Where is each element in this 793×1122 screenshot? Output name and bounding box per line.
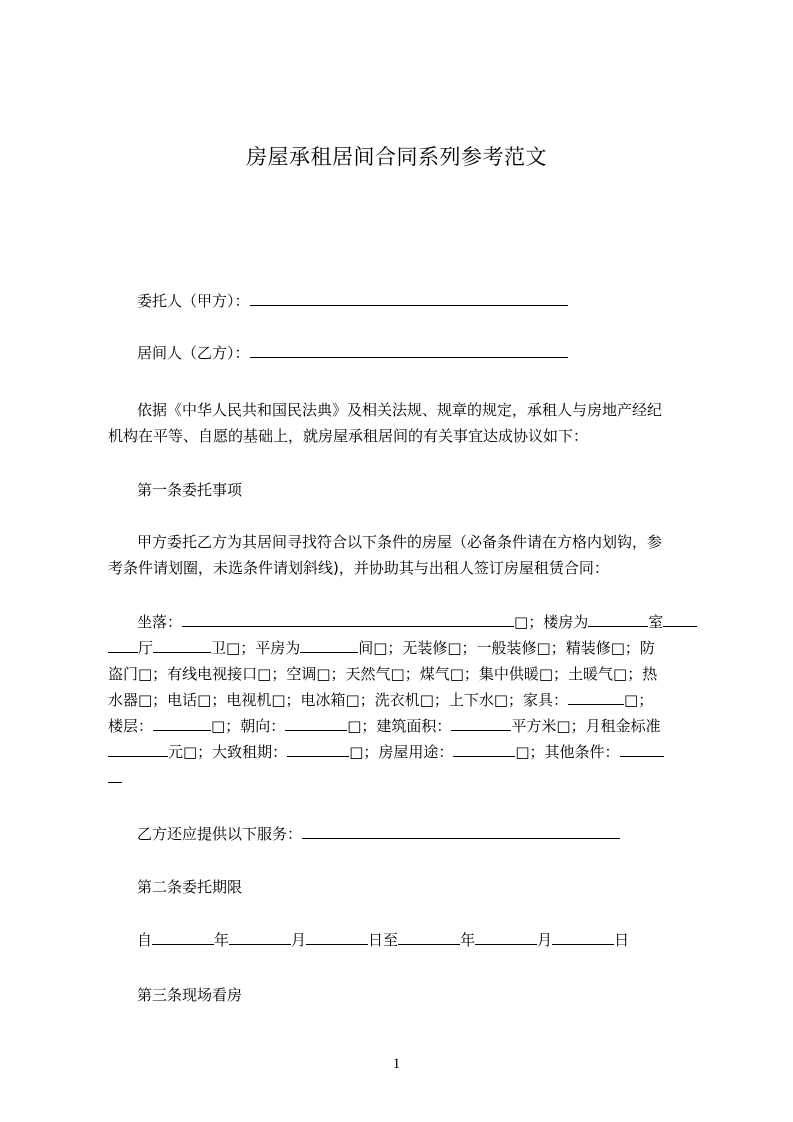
party-b-label: 居间人（乙方）： (137, 344, 250, 362)
bungalow-rooms-blank[interactable] (300, 638, 358, 653)
party-a-label: 委托人（甲方）： (137, 292, 250, 310)
period-day-to: 日至 (368, 931, 399, 949)
other-blank-a[interactable] (620, 742, 664, 757)
services-blank[interactable] (302, 824, 620, 839)
decoration-options: 间□；无装修□；一般装修□；精装修□；防 (358, 639, 655, 657)
rent-label: 平方米□；月租金标准 (511, 717, 661, 735)
furniture-checkbox: □； (624, 691, 654, 709)
end-day-blank[interactable] (552, 930, 614, 945)
services-label: 乙方还应提供以下服务： (137, 825, 303, 843)
article-3-title: 第三条现场看房 (137, 986, 243, 1004)
term-blank[interactable] (287, 742, 349, 757)
intro-line-1: 依据《中华人民共和国民法典》及相关法规、规章的规定，承租人与房地产经纪 (137, 401, 663, 419)
room-unit: 室 (648, 613, 664, 631)
orientation-label: □；朝向： (211, 717, 286, 735)
start-day-blank[interactable] (306, 930, 368, 945)
conditions-line-5 (108, 716, 661, 736)
furniture-blank[interactable] (568, 690, 624, 705)
location-blank[interactable] (182, 612, 514, 627)
building-label: □；楼房为 (514, 613, 589, 631)
halls-blank-a[interactable] (663, 612, 697, 627)
term-label: 元□；大致租期： (168, 743, 288, 761)
period-day-unit-2: 日 (614, 931, 630, 949)
usage-label: □；房屋用途： (349, 743, 454, 761)
area-label: □；建筑面积： (347, 717, 452, 735)
area-blank[interactable] (451, 716, 511, 731)
page-title: 房屋承租居间合同系列参考范文 (246, 145, 547, 169)
conditions-line-4 (108, 690, 653, 710)
halls-blank-b[interactable] (108, 638, 138, 653)
conditions-line-3: 盗门□；有线电视接口□；空调□；天然气□；煤气□；集中供暖□；土暖气□；热 (108, 665, 658, 683)
conditions-line-2 (108, 638, 655, 658)
end-month-blank[interactable] (475, 930, 537, 945)
hall-unit: 厅 (138, 639, 154, 657)
period-year-unit: 年 (214, 931, 230, 949)
start-month-blank[interactable] (229, 930, 291, 945)
party-b-line (137, 343, 568, 363)
floor-label: 楼层： (108, 717, 154, 735)
conditions-line-6 (108, 742, 664, 762)
party-b-blank[interactable] (250, 343, 568, 358)
end-year-blank[interactable] (398, 930, 460, 945)
orientation-blank[interactable] (285, 716, 347, 731)
conditions-line-7 (108, 768, 122, 788)
appliance-options: 水器□；电话□；电视机□；电冰箱□；洗衣机□；上下水□；家具： (108, 691, 569, 709)
baths-blank[interactable] (153, 638, 211, 653)
article-2-title: 第二条委托期限 (137, 878, 243, 896)
other-blank-b[interactable] (108, 768, 122, 783)
location-label: 坐落： (137, 613, 183, 631)
period-month-unit: 月 (291, 931, 307, 949)
services-line (137, 824, 620, 844)
bungalow-label: 卫□；平房为 (211, 639, 301, 657)
page-number: 1 (392, 1056, 401, 1072)
rooms-blank[interactable] (588, 612, 648, 627)
usage-blank[interactable] (453, 742, 515, 757)
other-label: □；其他条件： (515, 743, 620, 761)
period-from: 自 (137, 931, 153, 949)
article-1-title: 第一条委托事项 (137, 481, 243, 499)
rent-blank[interactable] (108, 742, 168, 757)
floor-blank[interactable] (153, 716, 211, 731)
period-month-unit-2: 月 (537, 931, 553, 949)
start-year-blank[interactable] (152, 930, 214, 945)
conditions-line-1 (137, 612, 697, 632)
party-a-blank[interactable] (250, 291, 568, 306)
intro-line-2: 机构在平等、自愿的基础上，就房屋承租居间的有关事宜达成协议如下： (108, 427, 589, 445)
period-line (137, 930, 629, 950)
party-a-line (137, 291, 568, 311)
article-1-line-2: 考条件请划圈，未选条件请划斜线)，并协助其与出租人签订房屋租赁合同： (108, 559, 609, 577)
period-year-unit-2: 年 (460, 931, 476, 949)
article-1-line-1: 甲方委托乙方为其居间寻找符合以下条件的房屋（必备条件请在方格内划钩，参 (137, 533, 663, 551)
